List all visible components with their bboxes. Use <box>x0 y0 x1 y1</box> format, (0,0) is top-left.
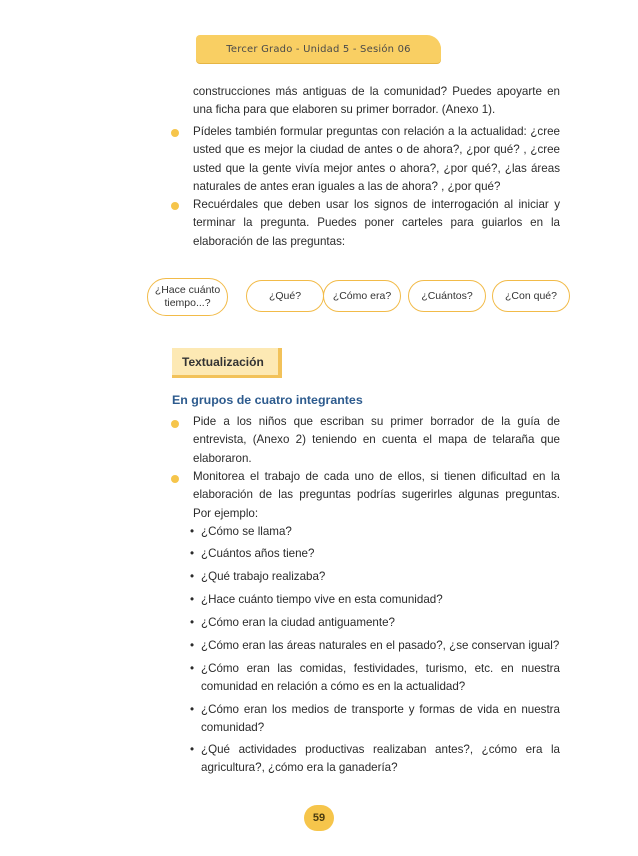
bullet-dot <box>171 129 179 137</box>
question-card: ¿Cuántos? <box>408 280 486 312</box>
question-card: ¿Cómo era? <box>323 280 401 312</box>
list-item-text: ¿Cuántos años tiene? <box>201 547 315 560</box>
list-bullet: • <box>190 616 195 629</box>
intro-paragraph: construcciones más antiguas de la comunidad? Puedes apoyarte en una ficha para que elaboren su primer borrador. (Anexo 1). <box>193 85 560 117</box>
list-item-text: ¿Cómo eran las áreas naturales en el pasado?, ¿se conservan igual? <box>201 639 560 652</box>
bullet-dot <box>171 202 179 210</box>
list-item-text: ¿Qué trabajo realizaba? <box>201 570 326 583</box>
list-bullet: • <box>190 662 195 675</box>
section-tab <box>172 348 282 378</box>
list-bullet: • <box>190 525 195 538</box>
bullet-dot <box>171 420 179 428</box>
list-item-text: ¿Cómo eran la ciudad antiguamente? <box>201 616 395 629</box>
question-card: ¿Qué? <box>246 280 324 312</box>
list-item-text: ¿Cómo eran los medios de transporte y formas de vida en nuestra comunidad? <box>201 703 560 735</box>
header-title: Tercer Grado - Unidad 5 - Sesión 06 <box>226 43 411 55</box>
group-title: En grupos de cuatro integrantes <box>172 393 363 407</box>
list-bullet: • <box>190 743 195 756</box>
list-bullet: • <box>190 703 195 716</box>
list-bullet: • <box>190 593 195 606</box>
page-number-text: 59 <box>312 812 326 824</box>
list-bullet: • <box>190 639 195 652</box>
bullet-dot <box>171 475 179 483</box>
question-card: ¿Hace cuánto tiempo...? <box>147 278 228 316</box>
section-label: Textualización <box>182 354 264 369</box>
list-item-text: ¿Cómo se llama? <box>201 525 292 538</box>
bullet-text: Monitorea el trabajo de cada uno de ellos, si tienen dificultad en la elaboración de las preguntas podrías sugerirles algunas preguntas. Por ejemplo: <box>193 470 560 520</box>
list-bullet: • <box>190 547 195 560</box>
bullet-text: Pide a los niños que escriban su primer borrador de la guía de entrevista, (Anexo 2) teniendo en cuenta el mapa de telaraña que elaboraron. <box>193 415 560 465</box>
list-bullet: • <box>190 570 195 583</box>
question-card: ¿Con qué? <box>492 280 570 312</box>
list-item-text: ¿Cómo eran las comidas, festividades, turismo, etc. en nuestra comunidad en relación a cómo es en la actualidad? <box>201 662 560 694</box>
page-number <box>304 805 334 831</box>
list-item-text: ¿Hace cuánto tiempo vive en esta comunidad? <box>201 593 443 606</box>
bullet-text: Recuérdales que deben usar los signos de interrogación al iniciar y terminar la pregunta. Puedes poner carteles para guiarlos en la elaboración de las preguntas: <box>193 198 560 248</box>
header-tab <box>196 35 441 63</box>
question-cards <box>147 276 572 318</box>
list-item-text: ¿Qué actividades productivas realizaban antes?, ¿cómo era la agricultura?, ¿cómo era la ganadería? <box>201 743 560 775</box>
bullet-text: Pídeles también formular preguntas con relación a la actualidad: ¿cree usted que es mejor la ciudad de antes o de ahora?, ¿por qué? , ¿cree usted que la gente vivía mejor antes o ahora?, ¿por qué?, ¿las áreas naturales de antes eran iguales a las de ahora? , ¿por qué? <box>193 125 560 194</box>
